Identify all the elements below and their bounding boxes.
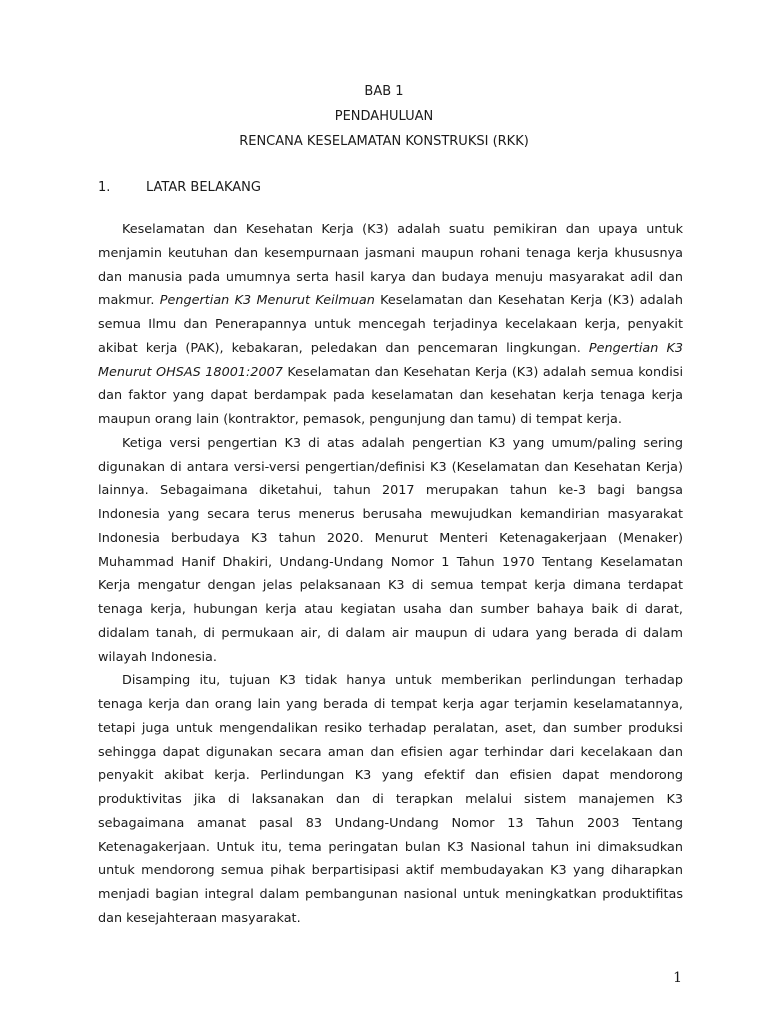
paragraph-1-text-2: Keselamatan dan Kesehatan Kerja (K3) adalah semua Ilmu dan Penerapannya untuk mencegah terjadinya kecelakaan kerja, penyakit akibat kerja (PAK), kebakaran, peledakan dan pencemaran lingkungan. [98,293,683,356]
document-title: RENCANA KESELAMATAN KONSTRUKSI (RKK) [239,134,529,149]
paragraph-1-italic-2: Pengertian K3 Menurut OHSAS 18001:2007 [98,340,683,380]
chapter-label: BAB 1 [364,84,404,99]
paragraph-1-text-1: Keselamatan dan Kesehatan Kerja (K3) adalah suatu pemikiran dan upaya untuk menjamin keutuhan dan kesempurnaan jasmani maupun rohani tenaga kerja khususnya dan manusia pada umumnya serta hasil karya dan budaya menuju masyarakat adil dan makmur. [98,222,683,309]
paragraph-1-italic-1: Pengertian K3 Menurut Keilmuan [159,293,375,309]
section-heading [98,176,261,200]
section-title: LATAR BELAKANG [146,180,261,195]
section-number: 1. [98,180,111,195]
paragraph-1-text-3: Keselamatan dan Kesehatan Kerja (K3) adalah semua kondisi dan faktor yang dapat berdampak pada keselamatan dan kesehatan kerja tenaga kerja maupun orang lain (kontraktor, pemasok, pengunjung dan tamu) di tempat kerja. [98,364,683,427]
body-text [98,218,683,931]
page-number: 1 [673,970,682,986]
paragraph-1 [98,218,683,432]
heading-block [0,79,768,154]
paragraph-3: Disamping itu, tujuan K3 tidak hanya untuk memberikan perlindungan terhadap tenaga kerja dan orang lain yang berada di tempat kerja agar terjamin keselamatannya, tetapi juga untuk mengendalikan resiko terhadap peralatan, aset, dan sumber produksi sehingga dapat digunakan secara aman dan efisien agar terhindar dari kecelakaan dan penyakit akibat kerja. Perlindungan K3 yang efektif dan efisien dapat mendorong produktivitas jika di laksanakan dan di terapkan melalui sistem manajemen K3 sebagaimana amanat pasal 83 Undang-Undang Nomor 13 Tahun 2003 Tentang Ketenagakerjaan. Untuk itu, tema peringatan bulan K3 Nasional tahun ini dimaksudkan untuk mendorong semua pihak berpartisipasi aktif membudayakan K3 yang diharapkan menjadi bagian integral dalam pembangunan nasional untuk meningkatkan produktifitas dan kesejahteraan masyarakat. [98,673,683,926]
paragraph-2: Ketiga versi pengertian K3 di atas adalah pengertian K3 yang umum/paling sering digunakan di antara versi-versi pengertian/definisi K3 (Keselamatan dan Kesehatan Kerja) lainnya. Sebagaimana diketahui, tahun 2017 merupakan tahun ke-3 bagi bangsa Indonesia yang secara terus menerus berusaha mewujudkan kemandirian masyarakat Indonesia berbudaya K3 tahun 2020. Menurut Menteri Ketenagakerjaan (Menaker) Muhammad Hanif Dhakiri, Undang-Undang Nomor 1 Tahun 1970 Tentang Keselamatan Kerja mengatur dengan jelas pelaksanaan K3 di semua tempat kerja dimana terdapat tenaga kerja, hubungan kerja atau kegiatan usaha dan sumber bahaya baik di darat, didalam tanah, di permukaan air, di dalam air maupun di udara yang berada di dalam wilayah Indonesia. [98,435,683,665]
chapter-title: PENDAHULUAN [334,109,434,124]
